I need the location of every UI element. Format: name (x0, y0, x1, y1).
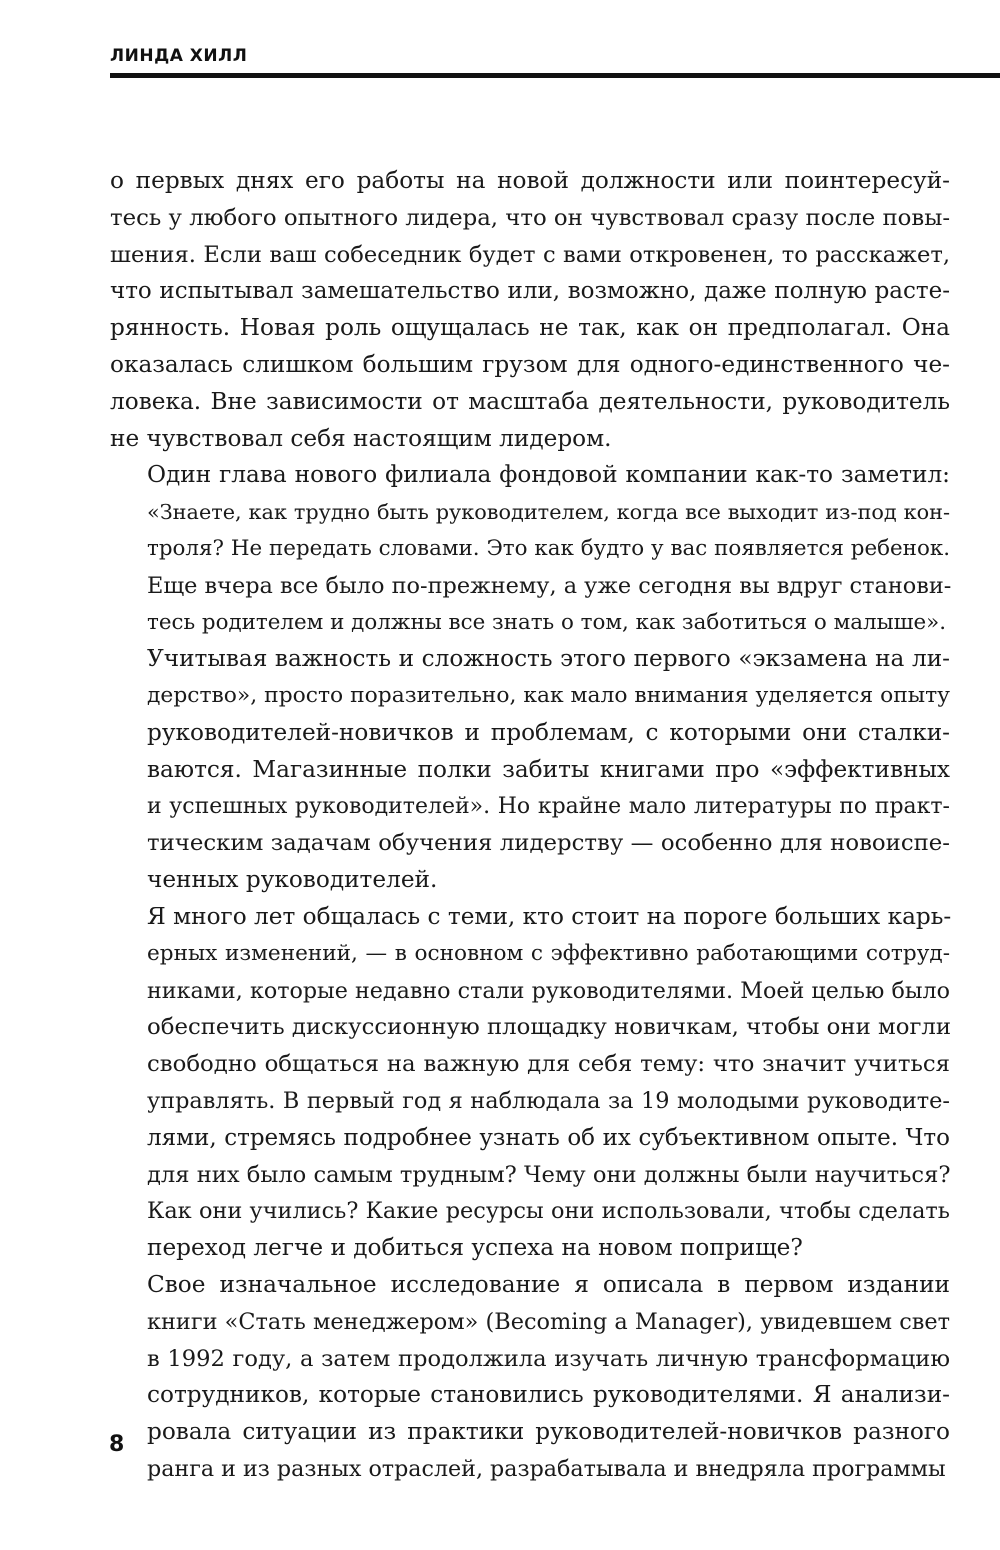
text-line: ерных изменений, — в основном с эффективно работающими сотруд- (147, 940, 950, 966)
text-line: о первых днях его работы на новой должности или поинтересуй- (110, 167, 950, 194)
text-line: не чувствовал себя настоящим лидером. (110, 424, 612, 452)
text-line: лями, стремясь подробнее узнать об их субъективном опыте. Что (147, 1124, 950, 1151)
text-line: Учитывая важность и сложность этого первого «экзамена на ли- (147, 645, 950, 673)
text-line: Я много лет общалась с теми, кто стоит на пороге больших карь- (147, 902, 952, 930)
text-line: ваются. Магазинные полки забиты книгами про «эффективных (147, 755, 950, 783)
text-line: Один глава нового филиала фондовой компании как-то заметил: (147, 461, 950, 489)
text-line: дерство», просто поразительно, как мало внимания уделяется опыту (147, 683, 950, 709)
text-line: «Знаете, как трудно быть руководителем, когда все выходит из-под кон- (147, 500, 950, 525)
text-line: для них было самым трудным? Чему они должны были научиться? (147, 1161, 951, 1188)
text-line: и успешных руководителей». Но крайне мало литературы по практ- (147, 793, 950, 819)
paragraph (110, 163, 950, 457)
paragraph (110, 899, 950, 1267)
text-line: Как они учились? Какие ресурсы они использовали, чтобы сделать (147, 1198, 950, 1225)
text-line: тическим задачам обучения лидерству — особенно для новоиспе- (147, 830, 950, 857)
body-text (110, 163, 950, 1488)
text-line: ченных руководителей. (147, 866, 438, 894)
paragraph (110, 457, 950, 641)
text-line: ранга и из разных отраслей, разрабатывала и внедряла программы (147, 1455, 946, 1482)
text-line: рянность. Новая роль ощущалась не так, как он предполагал. Она (110, 314, 950, 342)
text-line: ровала ситуации из практики руководителей-новичков разного (147, 1418, 950, 1446)
text-line: никами, которые недавно стали руководителями. Моей целью было (147, 977, 950, 1004)
text-line: Еще вчера все было по-прежнему, а уже сегодня вы вдруг станови- (147, 572, 952, 599)
text-line: шения. Если ваш собеседник будет с вами откровенен, то расскажет, (110, 241, 950, 268)
text-line: переход легче и добиться успеха на новом поприще? (147, 1234, 803, 1262)
text-line: обеспечить дискуссионную площадку новичкам, чтобы они могли (147, 1014, 952, 1041)
paragraph (110, 641, 950, 899)
text-line: книги «Стать менеджером» (Becoming a Manager), увидевшем свет (147, 1308, 950, 1335)
text-line: что испытывал замешательство или, возможно, даже полную расте- (110, 278, 950, 305)
text-line: свободно общаться на важную для себя тему: что значит учиться (147, 1051, 950, 1078)
text-line: в 1992 году, а затем продолжила изучать личную трансформацию (147, 1345, 950, 1372)
text-line: троля? Не передать словами. Это как будто у вас появляется ребенок. (147, 535, 950, 561)
page-number: 8 (109, 1432, 125, 1457)
text-line: ловека. Вне зависимости от масштаба деятельности, руководитель (110, 387, 950, 415)
text-line: оказалась слишком большим грузом для одного-единственного че- (110, 350, 950, 378)
text-line: тесь у любого опытного лидера, что он чувствовал сразу после повы- (110, 204, 951, 231)
text-line: руководителей-новичков и проблемам, с которыми они сталки- (147, 718, 950, 746)
text-line: управлять. В первый год я наблюдала за 19 молодыми руководите- (147, 1087, 950, 1114)
text-line: Свое изначальное исследование я описала в первом издании (147, 1270, 950, 1298)
running-head-author: ЛИНДА ХИЛЛ (110, 46, 248, 66)
paragraph (110, 1267, 950, 1488)
header-rule (110, 73, 1000, 78)
text-line: сотрудников, которые становились руководителями. Я анализи- (147, 1381, 950, 1409)
text-line: тесь родителем и должны все знать о том, как заботиться о малыше». (147, 609, 947, 635)
